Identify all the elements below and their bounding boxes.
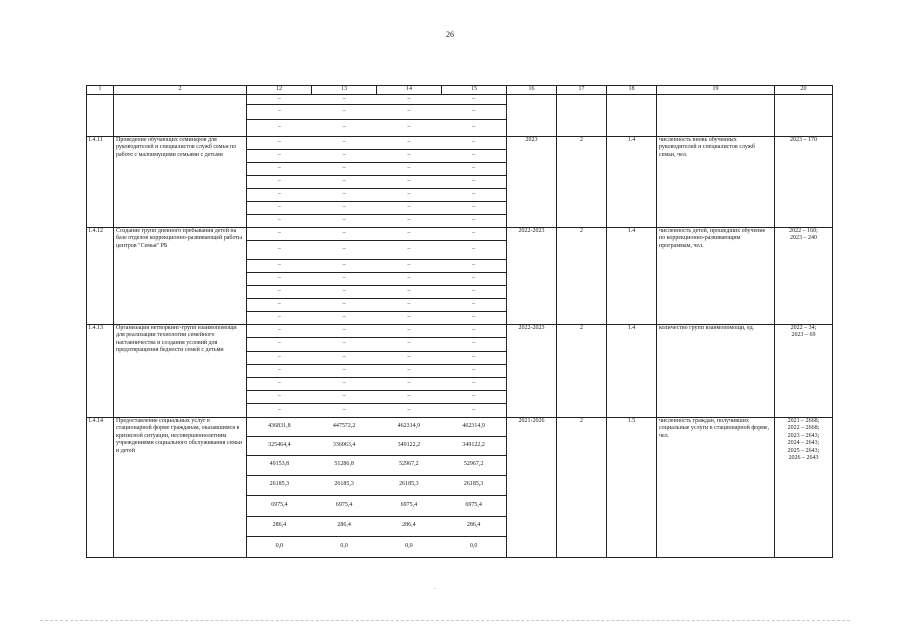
scan-edge-line [40, 620, 850, 621]
value-cell: – [312, 119, 377, 135]
values-subtable [247, 137, 506, 227]
value-cell: 52967,2 [377, 455, 442, 475]
table-row [87, 228, 833, 325]
target-line: 2022 – 160; [789, 228, 818, 234]
value-cell: 26185,3 [377, 475, 442, 495]
header-cell: 18 [607, 86, 657, 95]
header-cell: 16 [507, 86, 557, 95]
value-cell: – [247, 351, 312, 364]
years-cell: 2022-2023 [507, 325, 557, 418]
num-cell: 1.4.14 [87, 418, 114, 558]
value-cell: 26185,3 [441, 475, 506, 495]
header-cell: 20 [775, 86, 833, 95]
indicator-cell: количество групп взаимопомощи, ед. [657, 325, 775, 418]
value-cell: – [441, 390, 506, 403]
col18-cell [607, 95, 657, 137]
header-cell: 15 [442, 86, 507, 95]
values-subtable [247, 95, 506, 135]
value-cell: – [377, 390, 442, 403]
value-cell: 436831,8 [268, 423, 291, 430]
value-cell: – [312, 403, 377, 417]
col17-cell: 2 [557, 325, 607, 418]
table-row [87, 418, 833, 558]
value-cell: – [441, 364, 506, 377]
col18-cell: 1.4 [607, 228, 657, 325]
indicator-cell: численность детей, прошедших обучение по коррекционно-развивающим программам, чел. [657, 228, 775, 325]
value-cell: – [247, 119, 312, 135]
value-cell: 349122,2 [441, 436, 506, 455]
value-cell: – [312, 188, 377, 201]
header-cell: 14 [377, 86, 442, 95]
value-cell: – [377, 311, 442, 324]
value-cell: – [312, 351, 377, 364]
values-subtable [247, 418, 506, 557]
value-cell: – [441, 201, 506, 214]
value-cell: 286,4 [377, 516, 442, 536]
value-cell: – [247, 175, 312, 188]
value-cell: – [342, 139, 346, 146]
value-cell: – [441, 351, 506, 364]
value-cell: – [472, 230, 476, 237]
value-cell: – [312, 311, 377, 324]
value-cell: 325464,4 [247, 436, 312, 455]
value-cell: – [377, 240, 442, 259]
value-cell: – [441, 104, 506, 119]
value-cell: 0,0 [247, 536, 312, 557]
value-cell: – [377, 201, 442, 214]
value-cell: – [247, 259, 312, 272]
col17-cell [557, 95, 607, 137]
value-cell: – [441, 285, 506, 298]
value-cell: – [312, 240, 377, 259]
indicator-cell: численность вновь обученных руководителей и специалистов служб семьи, чел. [657, 137, 775, 228]
value-cell: – [277, 327, 281, 334]
value-cell: – [407, 95, 411, 102]
value-cell: 52967,2 [441, 455, 506, 475]
value-cell: – [377, 214, 442, 227]
value-cell: – [247, 240, 312, 259]
value-cell: – [312, 390, 377, 403]
values-subtable [247, 325, 506, 417]
value-cell: – [441, 214, 506, 227]
name-cell: Организация нетворкинг-групп взаимопомощи для реализации технологии семейного наставничества и создания условий для предотвращения бедности семей с детьми [114, 325, 247, 418]
value-cell: – [277, 95, 281, 102]
header-cell: 12 [247, 86, 312, 95]
value-cell: 49153,8 [247, 455, 312, 475]
target-line: 2022 – 34; [790, 325, 817, 331]
value-cell: – [247, 201, 312, 214]
col17-cell: 2 [557, 418, 607, 558]
target-cell [775, 228, 833, 325]
value-cell: 462314,9 [397, 423, 421, 430]
value-cell: – [312, 285, 377, 298]
indicator-cell [657, 95, 775, 137]
value-cell: 0,0 [441, 536, 506, 557]
value-cell: – [441, 272, 506, 285]
col17-cell: 2 [557, 137, 607, 228]
table-row [87, 137, 833, 228]
target-line: 2021 – 2668; [787, 418, 820, 424]
table-row [87, 325, 833, 418]
value-cell: – [377, 298, 442, 311]
value-cell: – [377, 364, 442, 377]
value-cell: – [441, 337, 506, 351]
value-cell: 6975,4 [441, 495, 506, 516]
value-cell: 349122,2 [377, 436, 442, 455]
value-cell: – [407, 327, 411, 334]
value-cell: – [441, 377, 506, 390]
table-row [87, 95, 833, 137]
value-cell: 286,4 [247, 516, 312, 536]
value-cell: – [312, 259, 377, 272]
header-cell: 2 [114, 86, 247, 95]
value-cell: – [377, 119, 442, 135]
num-cell: 1.4.12 [87, 228, 114, 325]
header-cell: 17 [557, 86, 607, 95]
value-cell: – [312, 377, 377, 390]
value-cell: – [312, 364, 377, 377]
value-cell: – [247, 364, 312, 377]
value-cell: 336063,4 [312, 436, 377, 455]
num-cell: 1.4.13 [87, 325, 114, 418]
value-cell: – [247, 272, 312, 285]
value-cell: – [342, 327, 346, 334]
value-cell: – [472, 95, 476, 102]
indicator-cell: численность граждан, получивших социальные услуги в стационарной форме, чел. [657, 418, 775, 558]
header-row [87, 86, 833, 95]
value-cell: – [441, 149, 506, 162]
value-cell: – [441, 298, 506, 311]
col17-cell: 2 [557, 228, 607, 325]
value-cell: – [377, 104, 442, 119]
value-cell: – [441, 162, 506, 175]
target-line: 2022 – 2668; [787, 425, 820, 432]
value-cell: – [312, 104, 377, 119]
value-cell: – [312, 162, 377, 175]
value-cell: – [312, 272, 377, 285]
target-line: 2025 – 2643; [787, 447, 820, 454]
value-cell: 447572,2 [332, 423, 356, 430]
target-line: 2023 – 2643; [787, 432, 820, 439]
value-cell: – [377, 188, 442, 201]
target-line: 2024 – 2643; [787, 440, 820, 447]
value-cell: – [247, 403, 312, 417]
value-cell: – [441, 403, 506, 417]
col18-cell: 1.4 [607, 137, 657, 228]
years-cell: 2023 [507, 137, 557, 228]
value-cell: – [247, 390, 312, 403]
value-cell: – [377, 259, 442, 272]
value-cell: – [377, 272, 442, 285]
years-cell: 2022-2023 [507, 228, 557, 325]
value-cell: – [377, 175, 442, 188]
target-cell: 2023 – 170 [775, 137, 833, 228]
header-cell: 1 [87, 86, 114, 95]
value-cell: – [312, 214, 377, 227]
value-cell: – [377, 285, 442, 298]
value-cell: – [472, 139, 476, 146]
value-cell: 6975,4 [312, 495, 377, 516]
value-cell: – [441, 259, 506, 272]
value-cell: 26185,3 [312, 475, 377, 495]
value-cell: – [441, 119, 506, 135]
value-cell: – [247, 104, 312, 119]
value-cell: 51286,8 [312, 455, 377, 475]
value-cell: – [247, 214, 312, 227]
value-cell: – [441, 175, 506, 188]
target-cell [775, 325, 833, 418]
header-cell: 19 [657, 86, 775, 95]
value-cell: – [247, 149, 312, 162]
value-cell: – [247, 188, 312, 201]
value-cell: – [441, 311, 506, 324]
value-cell: – [247, 162, 312, 175]
value-cell: – [247, 377, 312, 390]
name-cell [114, 95, 247, 137]
value-cell: 6975,4 [247, 495, 312, 516]
value-cell: – [407, 139, 411, 146]
name-cell: Создание групп дневного пребывания детей на базе отделов коррекционно-развивающей работы центров "Семья" РБ [114, 228, 247, 325]
value-cell: – [377, 403, 442, 417]
value-cell: – [277, 230, 281, 237]
value-cell: – [312, 149, 377, 162]
value-cell: – [247, 298, 312, 311]
value-cell: – [472, 327, 476, 334]
value-cell: – [377, 377, 442, 390]
value-cell: – [407, 230, 411, 237]
name-cell: Предоставление социальных услуг в стационарной форме гражданам, оказавшимся в кризисной ситуации, несовершеннолетним учреждениями социального обслуживания семьи и детей [114, 418, 247, 558]
col18-cell: 1.5 [607, 418, 657, 558]
value-cell: 462314,9 [462, 423, 485, 430]
value-cell: 286,4 [441, 516, 506, 536]
scan-speck: . [434, 583, 436, 591]
values-subtable [247, 228, 506, 324]
years-cell [507, 95, 557, 137]
value-cell: – [312, 337, 377, 351]
years-cell: 2021-2026 [507, 418, 557, 558]
value-cell: – [277, 139, 281, 146]
num-cell [87, 95, 114, 137]
name-cell: Проведение обучающих семинаров для руководителей и специалистов служб семьи по работе с малоимущими семьями с детьми [114, 137, 247, 228]
value-cell: – [312, 298, 377, 311]
value-cell: 286,4 [312, 516, 377, 536]
value-cell: – [377, 162, 442, 175]
value-cell: – [342, 95, 346, 102]
value-cell: – [441, 188, 506, 201]
value-cell: – [312, 175, 377, 188]
value-cell: 0,0 [377, 536, 442, 557]
value-cell: – [377, 337, 442, 351]
value-cell: 6975,4 [377, 495, 442, 516]
col18-cell: 1.4 [607, 325, 657, 418]
target-line: 2026 – 2643 [788, 455, 819, 462]
program-table [86, 85, 833, 558]
target-line: 2023 – 240 [790, 235, 817, 242]
num-cell: 1.4.11 [87, 137, 114, 228]
value-cell: – [312, 201, 377, 214]
value-cell: 0,0 [312, 536, 377, 557]
target-cell [775, 418, 833, 558]
target-line: 2023 – 69 [791, 332, 816, 339]
value-cell: – [342, 230, 346, 237]
value-cell: – [441, 240, 506, 259]
value-cell: – [377, 149, 442, 162]
header-cell: 13 [312, 86, 377, 95]
value-cell: 26185,3 [247, 475, 312, 495]
page-number: 26 [446, 30, 454, 39]
value-cell: – [247, 285, 312, 298]
value-cell: – [247, 311, 312, 324]
value-cell: – [247, 337, 312, 351]
value-cell: – [377, 351, 442, 364]
target-cell [775, 95, 833, 137]
